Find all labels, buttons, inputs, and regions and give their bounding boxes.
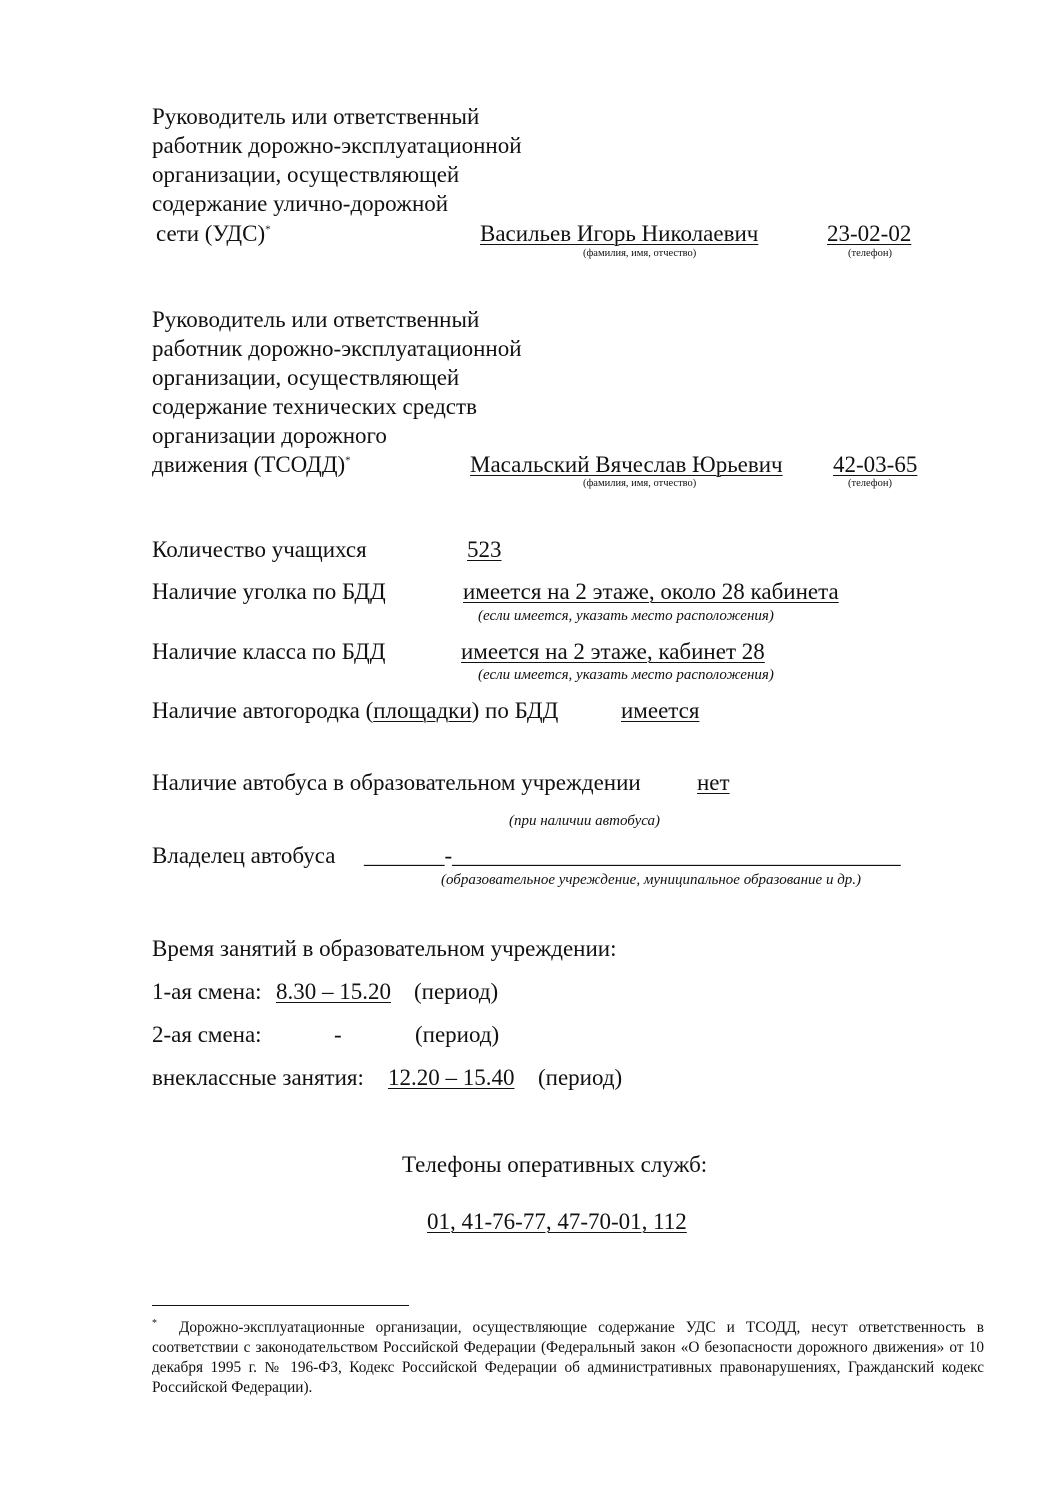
- tsodd-label-line-3: организации, осуществляющей: [152, 365, 460, 390]
- shift1-value: 8.30 – 15.20: [276, 979, 391, 1004]
- students-count: 523: [467, 537, 502, 562]
- bus-owner-value: _______-_______________________________________: [364, 843, 901, 868]
- tsodd-label-line-5: организации дорожного: [152, 423, 387, 448]
- bus-value: нет: [697, 770, 730, 795]
- uds-label-line-5: сети (УДС)*: [156, 221, 271, 246]
- footnote-mark: *: [265, 223, 271, 236]
- emergency-title: Телефоны оперативных служб:: [402, 1152, 708, 1177]
- corner-value: имеется на 2 этаже, около 28 кабинета: [463, 579, 839, 604]
- footnote-text: Дорожно-эксплуатационные организации, осуществляющие содержание УДС и ТСОДД, несут ответственность в соответствии с законодательством Российской Федерации (Федеральный закон «О безопасности дорожного движения» от 10 декабря 1995 г. № 196-ФЗ, Кодекс Российской Федерации об административных правонарушениях, Гражданский кодекс Российской Федерации).: [152, 1319, 984, 1396]
- footnote: [152, 1318, 984, 1398]
- footnote-mark: *: [152, 1317, 157, 1329]
- bus-hint: (при наличии автобуса): [509, 813, 661, 829]
- uds-label-line-1: Руководитель или ответственный: [152, 104, 480, 129]
- uds-label-line-4: содержание улично-дорожной: [152, 191, 449, 216]
- autotown-label: Наличие автогородка (площадки) по БДД: [152, 698, 559, 723]
- extra-suffix: (период): [538, 1065, 623, 1090]
- tsodd-name-caption: (фамилия, имя, отчество): [583, 478, 697, 489]
- uds-phone-caption: (телефон): [848, 248, 892, 259]
- tsodd-phone-caption: (телефон): [848, 478, 892, 489]
- classroom-hint: (если имеется, указать место расположения): [478, 667, 774, 683]
- uds-responsible-name: Васильев Игорь Николаевич: [480, 221, 759, 246]
- autotown-value: имеется: [621, 698, 700, 723]
- tsodd-responsible-name: Масальский Вячеслав Юрьевич: [470, 452, 783, 477]
- corner-label: Наличие уголка по БДД: [152, 579, 386, 604]
- students-label: Количество учащихся: [152, 537, 367, 562]
- shift2-suffix: (период): [415, 1022, 500, 1047]
- extra-label: внеклассные занятия:: [152, 1065, 364, 1090]
- classroom-label: Наличие класса по БДД: [152, 639, 386, 664]
- uds-label-line-3: организации, осуществляющей: [152, 162, 460, 187]
- tsodd-label-line-6: движения (ТСОДД)*: [152, 452, 351, 477]
- footnote-mark: *: [345, 454, 351, 467]
- classroom-value: имеется на 2 этаже, кабинет 28: [461, 639, 765, 664]
- uds-phone: 23-02-02: [827, 221, 912, 246]
- shift1-suffix: (период): [414, 979, 499, 1004]
- tsodd-label-line-1: Руководитель или ответственный: [152, 307, 480, 332]
- shift1-label: 1-ая смена:: [152, 979, 262, 1004]
- extra-value: 12.20 – 15.40: [388, 1065, 515, 1090]
- shift2-label: 2-ая смена:: [152, 1022, 262, 1047]
- corner-hint: (если имеется, указать место расположения): [478, 608, 774, 624]
- uds-name-caption: (фамилия, имя, отчество): [583, 248, 697, 259]
- emergency-numbers: 01, 41-76-77, 47-70-01, 112: [427, 1209, 687, 1234]
- tsodd-label-line-2: работник дорожно-эксплуатационной: [152, 336, 522, 361]
- tsodd-phone: 42-03-65: [833, 452, 918, 477]
- schedule-title: Время занятий в образовательном учреждении:: [152, 936, 617, 961]
- bus-owner-label: Владелец автобуса: [152, 843, 336, 868]
- uds-label-line-2: работник дорожно-эксплуатационной: [152, 133, 522, 158]
- footnote-separator: [152, 1305, 409, 1306]
- shift2-value: -: [334, 1022, 342, 1047]
- bus-label: Наличие автобуса в образовательном учреждении: [152, 770, 641, 795]
- bus-owner-hint: (образовательное учреждение, муниципальное образование и др.): [441, 872, 862, 888]
- tsodd-label-line-4: содержание технических средств: [152, 394, 477, 419]
